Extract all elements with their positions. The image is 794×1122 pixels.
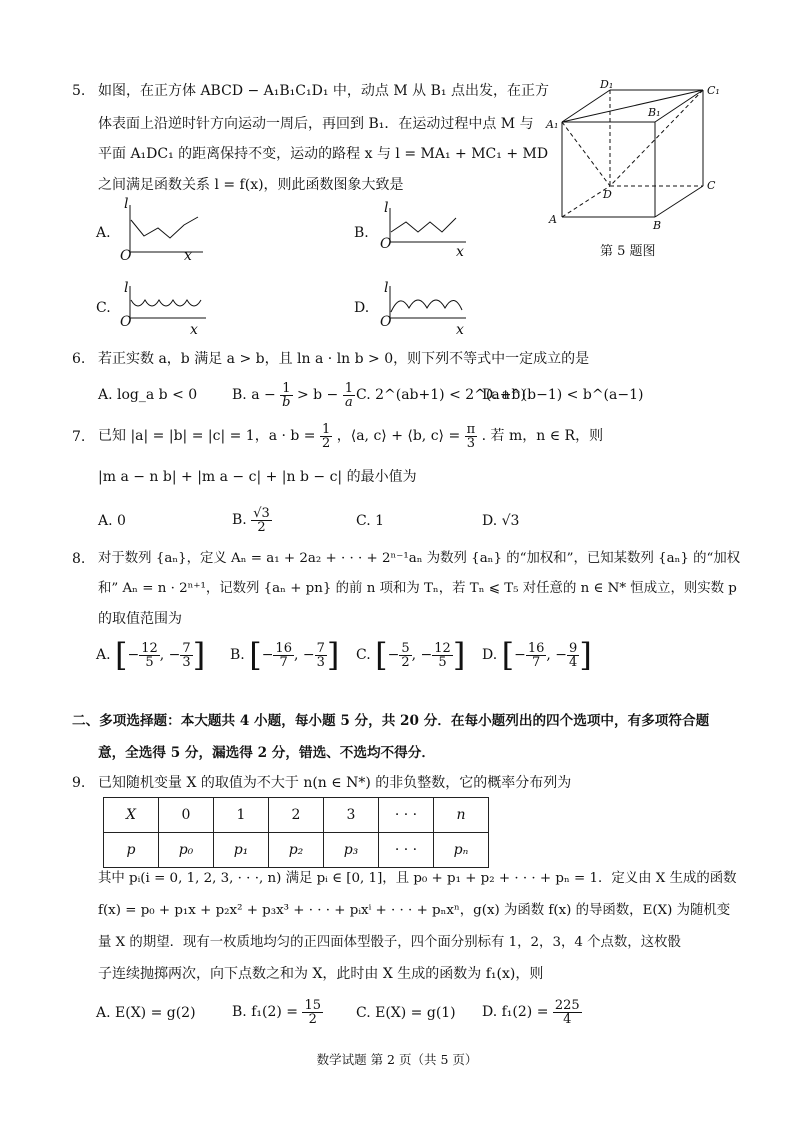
page-footer: 数学试题 第 2 页（共 5 页）	[316, 1052, 478, 1067]
section2-heading-line1: 二、多项选择题：本大题共 4 小题，每小题 5 分，共 20 分．在每小题列出的四个选项中，有多项符合题	[72, 713, 710, 729]
axis-o: O	[120, 248, 132, 264]
table-cell: n	[434, 798, 489, 833]
q5-option-d-label: D.	[354, 300, 370, 316]
q7-stem-part-a: 已知 |a| = |b| = |c| = 1，a · b =	[98, 428, 316, 444]
q8-line2: 和” Aₙ = n · 2ⁿ⁺¹，记数列 {aₙ + pn} 的前 n 项和为 Tₙ，若 Tₙ ⩽ T₅ 对任意的 n ∈ N* 恒成立，则实数 p	[98, 581, 737, 596]
cube-label-a: A	[549, 213, 557, 226]
q7-stem-part-c: . 若 m，n ∈ R，则	[481, 428, 604, 444]
q9-option-c: C. E(X) = g(1)	[356, 1005, 456, 1021]
table-cell: X	[104, 798, 159, 833]
table-cell: · · ·	[379, 798, 434, 833]
q5-line4: 之间满足函数关系 l = f(x)，则此函数图象大致是	[98, 177, 404, 193]
q6-option-d: D. a^(b−1) < b^(a−1)	[482, 387, 644, 403]
q7-number: 7.	[72, 429, 86, 445]
q5-graph-c	[118, 280, 208, 338]
q9-line4: 量 X 的期望．现有一枚质地均匀的正四面体型骰子，四个面分别标有 1，2，3，4 个点数，这枚骰	[98, 935, 681, 950]
q6-option-b-text-1: B. a −	[232, 387, 276, 403]
q9-line2: 其中 pᵢ(i = 0, 1, 2, 3, · · ·, n) 满足 pᵢ ∈ [0, 1]，且 p₀ + p₁ + p₂ + · · · + pₙ = 1．定义由 X 生成的函数	[98, 871, 737, 886]
cube-label-a1: A₁	[546, 118, 559, 131]
q8-line1: 对于数列 {aₙ}，定义 Aₙ = a₁ + 2a₂ + · · · + 2ⁿ⁻¹aₙ 为数列 {aₙ} 的“加权和”，已知某数列 {aₙ} 的“加权	[98, 551, 741, 566]
figure-caption: 第 5 题图	[600, 244, 656, 259]
q9-option-d-label: D. f₁(2) =	[482, 1004, 549, 1020]
q6-number: 6.	[72, 351, 86, 367]
table-cell: 0	[159, 798, 214, 833]
q8-option-d: D. [− $\frac{16}{7}$ , − $\frac{9}{4}$ ]	[482, 636, 592, 674]
q8-option-d-label: D.	[482, 647, 498, 663]
q6-stem: 若正实数 a，b 满足 a > b，且 ln a · ln b > 0，则下列不等式中一定成立的是	[98, 351, 590, 367]
cube-label-c1: C₁	[707, 84, 720, 97]
q8-option-c: C. [− $\frac{5}{2}$ , − $\frac{12}{5}$ ]	[356, 636, 466, 674]
axis-x: x	[184, 248, 192, 264]
q8-number: 8.	[72, 551, 86, 567]
q8-option-a-label: A.	[96, 647, 111, 663]
axis-x: x	[456, 244, 464, 260]
table-cell: pₙ	[434, 833, 489, 868]
table-cell: 2	[269, 798, 324, 833]
q5-option-a-label: A.	[96, 225, 111, 241]
q7-option-b-label: B.	[232, 512, 247, 528]
q6-option-a: A. log_a b < 0	[98, 387, 198, 403]
q5-graph-b	[378, 200, 468, 260]
axis-o: O	[120, 314, 132, 330]
table-cell: p	[104, 833, 159, 868]
q5-line3: 平面 A₁DC₁ 的距离保持不变，运动的路程 x 与 l = MA₁ + MC₁ + MD	[98, 146, 549, 162]
axis-l: l	[124, 196, 129, 212]
q9-option-d: D. f₁(2) = $\frac{225}{4}$	[482, 997, 580, 1027]
cube-label-d: D	[603, 188, 612, 201]
q8-line3: 的取值范围为	[98, 611, 182, 627]
table-cell: 3	[324, 798, 379, 833]
table-row	[104, 833, 489, 868]
q9-line3: f(x) = p₀ + p₁x + p₂x² + p₃x³ + · · · + pᵢxⁱ + · · · + pₙxⁿ，g(x) 为函数 f(x) 的导函数，E(X) 为随机变	[98, 903, 731, 918]
q8-option-b: B. [− $\frac{16}{7}$ , − $\frac{7}{3}$ ]	[230, 636, 340, 674]
axis-l: l	[384, 280, 389, 296]
table-cell: p₀	[159, 833, 214, 868]
table-cell: p₁	[214, 833, 269, 868]
table-cell: · · ·	[379, 833, 434, 868]
cube-label-d1: D₁	[600, 78, 614, 91]
q7-stem: 已知 |a| = |b| = |c| = 1，a · b = $\frac{1}{2}$ ，⟨a, c⟩ + ⟨b, c⟩ = $\frac{\pi}{3}$ . 若 m，n ∈ R，则	[98, 421, 604, 451]
q8-option-c-label: C.	[356, 647, 371, 663]
q7-stem-part-b: ，⟨a, c⟩ + ⟨b, c⟩ =	[336, 428, 461, 444]
q7-line2: |m a − n b| + |m a − c| + |n b − c| 的最小值为	[98, 469, 417, 485]
q5-graph-a	[118, 196, 208, 264]
table-row	[104, 798, 489, 833]
axis-o: O	[380, 314, 392, 330]
cube-label-b1: B₁	[648, 106, 661, 119]
q8-option-a: A. [− $\frac{12}{5}$ , − $\frac{7}{3}$ ]	[96, 636, 206, 674]
q5-option-c-label: C.	[96, 300, 111, 316]
q9-line1: 已知随机变量 X 的取值为不大于 n(n ∈ N*) 的非负整数，它的概率分布列为	[98, 775, 572, 791]
q7-option-c: C. 1	[356, 513, 385, 529]
section2-heading-line2: 意，全选得 5 分，漏选得 2 分，错选、不选均不得分．	[98, 745, 435, 761]
cube-figure	[540, 76, 730, 238]
q9-option-a: A. E(X) = g(2)	[96, 1005, 196, 1021]
q7-option-b: B. $\frac{√3}{2}$	[232, 505, 270, 535]
q9-number: 9.	[72, 775, 86, 791]
q6-option-c: C. 2^(ab+1) < 2^(a+b)	[356, 387, 526, 403]
q9-option-b-label: B. f₁(2) =	[232, 1004, 298, 1020]
table-cell: p₃	[324, 833, 379, 868]
axis-x: x	[456, 322, 464, 338]
axis-x: x	[190, 322, 198, 338]
q7-option-d: D. √3	[482, 513, 520, 529]
q5-graph-d	[378, 280, 468, 338]
table-cell: p₂	[269, 833, 324, 868]
q8-option-b-label: B.	[230, 647, 245, 663]
q5-number: 5.	[72, 83, 86, 99]
q5-option-b-label: B.	[354, 225, 369, 241]
table-cell: 1	[214, 798, 269, 833]
q7-option-a: A. 0	[98, 513, 126, 529]
q9-line5: 子连续抛掷两次，向下点数之和为 X，此时由 X 生成的函数为 f₁(x)，则	[98, 966, 544, 982]
axis-l: l	[124, 280, 129, 296]
axis-l: l	[384, 200, 389, 216]
axis-o: O	[380, 236, 392, 252]
cube-label-b: B	[653, 219, 662, 232]
q5-line2: 体表面上沿逆时针方向运动一周后，再回到 B₁．在运动过程中点 M 与	[98, 116, 534, 132]
cube-label-c: C	[707, 179, 716, 192]
distribution-table	[103, 797, 489, 868]
q6-option-b-text-2: > b −	[296, 387, 339, 403]
q6-option-b: B. a − $\frac{1}{b}$ > b − $\frac{1}{a}$	[232, 380, 354, 410]
q9-option-b: B. f₁(2) = $\frac{15}{2}$	[232, 997, 321, 1027]
q5-line1: 如图，在正方体 ABCD − A₁B₁C₁D₁ 中，动点 M 从 B₁ 点出发，在正方	[98, 83, 549, 99]
